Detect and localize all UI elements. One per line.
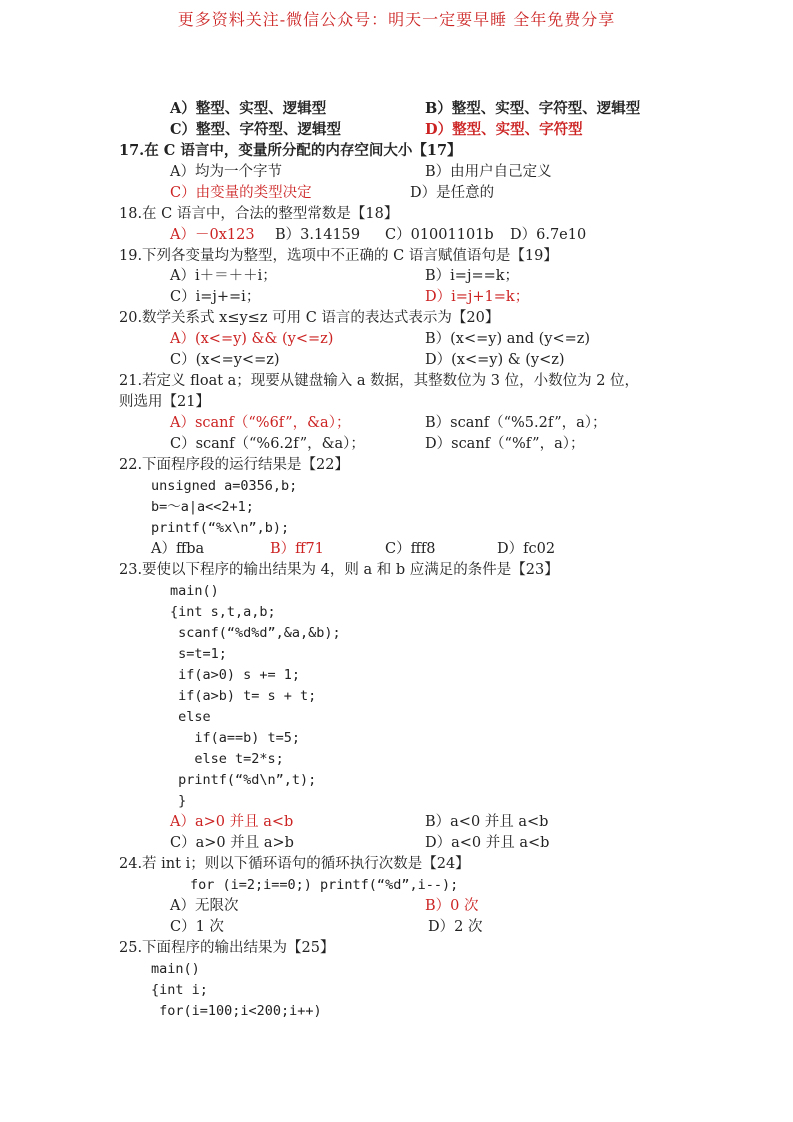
q24-option-a: A）无限次	[170, 898, 239, 914]
q23-code-line: if(a==b) t=5;	[170, 730, 301, 746]
q16-option-d: D）整型、实型、字符型	[425, 121, 583, 138]
q23-code-line: if(a>b) t= s + t;	[170, 688, 317, 704]
q20-option-c: C）(x<=y<=z)	[170, 352, 280, 368]
q25-code-line: for(i=100;i<200;i++)	[151, 1003, 322, 1019]
q22-option-d: D）fc02	[497, 541, 556, 557]
q23-option-d: D）a<0 并且 a<b	[425, 835, 550, 851]
q24-option-d: D）2 次	[428, 919, 483, 935]
q23-code-line: if(a>0) s += 1;	[170, 667, 301, 683]
q20-option-a: A）(x<=y) && (y<=z)	[170, 331, 334, 347]
q17-option-a: A）均为一个字节	[170, 164, 282, 180]
q22-option-a: A）ffba	[151, 541, 205, 557]
q18-stem: 18.在 C 语言中，合法的整型常数是【18】	[119, 206, 399, 222]
q18-option-a: A）－0x123	[170, 227, 255, 243]
q20-option-b: B）(x<=y) and (y<=z)	[425, 331, 591, 347]
q21-option-c: C）scanf（“%6.2f”，&a）；	[170, 436, 365, 452]
q21-option-b: B）scanf（“%5.2f”，a）；	[425, 415, 607, 431]
q22-option-c: C）fff8	[385, 541, 436, 557]
q18-option-d: D）6.7e10	[510, 227, 587, 243]
q23-code-line: {int s,t,a,b;	[170, 604, 276, 620]
q19-option-c: C）i=j+=i；	[170, 289, 261, 305]
q17-option-d: D）是任意的	[410, 185, 495, 201]
q22-option-b: B）ff71	[270, 541, 324, 557]
q22-code-line: unsigned a=0356,b;	[151, 478, 298, 494]
q21-stem-line1: 21.若定义 float a；现要从键盘输入 a 数据，其整数位为 3 位，小数位为 2 位，	[119, 373, 640, 389]
q17-option-c: C）由变量的类型决定	[170, 185, 312, 201]
q19-option-b: B）i=j==k；	[425, 268, 520, 284]
q16-option-c: C）整型、字符型、逻辑型	[170, 121, 342, 138]
q23-option-b: B）a<0 并且 a<b	[425, 814, 549, 830]
q20-stem: 20.数学关系式 x≤y≤z 可用 C 语言的表达式表示为【20】	[119, 310, 500, 326]
q17-stem: 17.在 C 语言中，变量所分配的内存空间大小【17】	[119, 142, 462, 159]
q23-stem: 23.要使以下程序的输出结果为 4，则 a 和 b 应满足的条件是【23】	[119, 562, 559, 578]
q23-code-line: scanf(“%d%d”,&a,&b);	[170, 625, 341, 641]
q22-code-line: b=～a|a<<2+1;	[151, 499, 254, 515]
q22-code-line: printf(“%x\n”,b);	[151, 520, 290, 536]
q23-code-line: s=t=1;	[170, 646, 227, 662]
q17-option-b: B）由用户自己定义	[425, 164, 552, 180]
q18-option-b: B）3.14159	[275, 227, 361, 243]
q23-code-line: }	[170, 793, 187, 809]
q24-code-line: for (i=2;i==0;) printf(“%d”,i--);	[190, 877, 459, 893]
q19-option-a: A）i＋＝＋＋i；	[170, 268, 277, 284]
q23-option-a: A）a>0 并且 a<b	[170, 814, 294, 830]
q21-option-a: A）scanf（“%6f”，&a）；	[170, 415, 351, 431]
q21-option-d: D）scanf（“%f”，a）；	[425, 436, 585, 452]
q24-stem: 24.若 int i；则以下循环语句的循环执行次数是【24】	[119, 856, 470, 872]
q25-code-line: {int i;	[151, 982, 208, 998]
q16-option-b: B）整型、实型、字符型、逻辑型	[425, 100, 641, 117]
q23-code-line: printf(“%d\n”,t);	[170, 772, 317, 788]
q23-code-line: else t=2*s;	[170, 751, 284, 767]
q21-stem-line2: 则选用【21】	[119, 394, 210, 410]
header-banner: 更多资料关注-微信公众号：明天一定要早睡 全年免费分享	[177, 10, 616, 29]
q23-code-line: else	[170, 709, 211, 725]
q16-option-a: A）整型、实型、逻辑型	[170, 100, 327, 117]
q19-stem: 19.下列各变量均为整型，选项中不正确的 C 语言赋值语句是【19】	[119, 248, 558, 264]
q24-option-b: B）0 次	[425, 898, 479, 914]
q23-option-c: C）a>0 并且 a>b	[170, 835, 294, 851]
q25-code-line: main()	[151, 961, 200, 977]
q23-code-line: main()	[170, 583, 219, 599]
q19-option-d: D）i=j+1=k；	[425, 289, 530, 305]
q25-stem: 25.下面程序的输出结果为【25】	[119, 940, 335, 956]
q18-option-c: C）01001101b	[385, 227, 494, 243]
q20-option-d: D）(x<=y) & (y<z)	[425, 352, 565, 368]
q24-option-c: C）1 次	[170, 919, 224, 935]
q22-stem: 22.下面程序段的运行结果是【22】	[119, 457, 350, 473]
